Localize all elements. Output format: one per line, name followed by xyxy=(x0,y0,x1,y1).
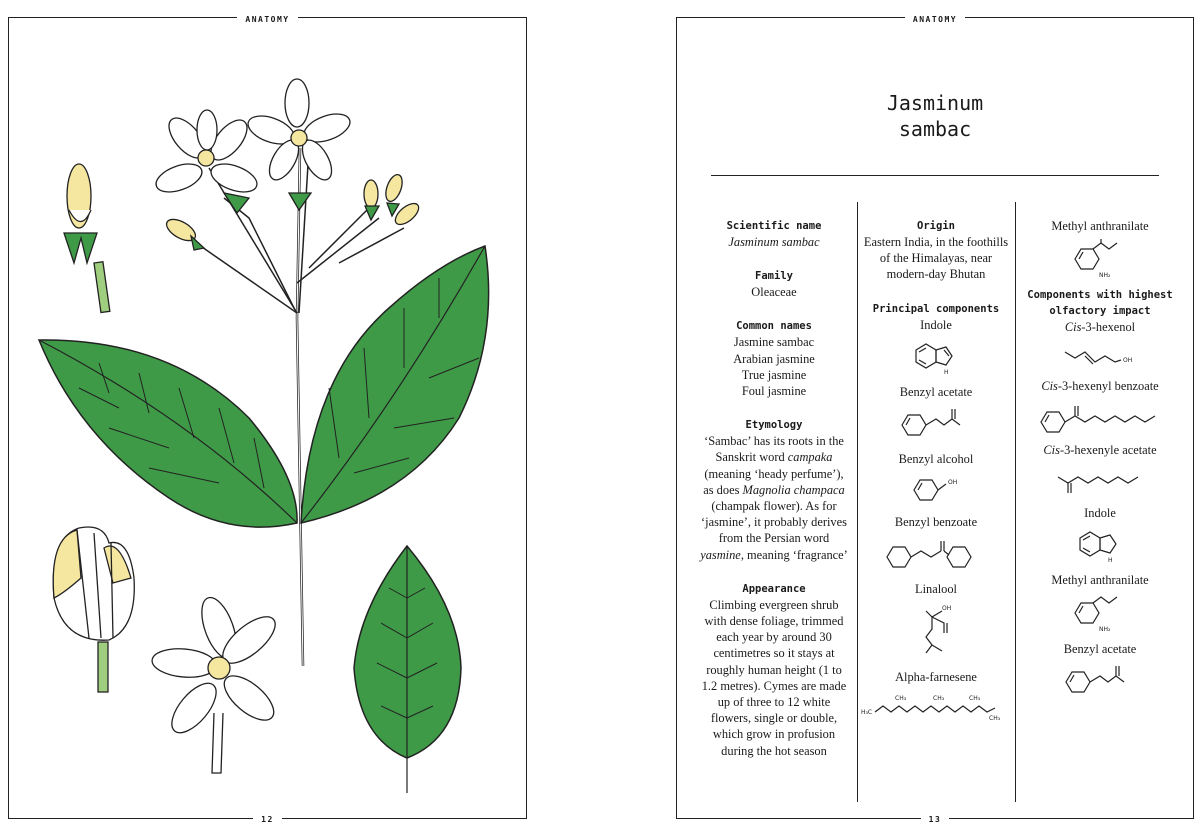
origin-text: Eastern India, in the foothills of the Himalayas, near modern-day Bhutan xyxy=(863,235,1009,282)
column-divider-2 xyxy=(1015,202,1016,802)
benzyl-benzoate-structure xyxy=(881,535,991,575)
svg-text:OH: OH xyxy=(948,479,958,487)
component-name: Benzyl acetate xyxy=(1063,642,1137,657)
component-name: Methyl anthranilate xyxy=(1051,219,1149,233)
large-leaf-left xyxy=(39,340,297,527)
etymology-block xyxy=(699,417,849,563)
component-name: Indole xyxy=(920,317,952,332)
family-value: Oleaceae xyxy=(751,285,797,300)
scientific-name-block xyxy=(699,218,849,250)
component-name: Benzyl benzoate xyxy=(894,515,978,530)
linalool-structure xyxy=(906,603,966,663)
origin-block xyxy=(861,218,1011,283)
common-name: True jasmine xyxy=(741,367,807,382)
jasmine-illustration xyxy=(9,18,526,818)
common-name: Arabian jasmine xyxy=(733,351,815,366)
etymology-label: Etymology xyxy=(745,419,803,432)
benzyl-acetate-structure xyxy=(896,405,976,445)
component-name: Benzyl alcohol xyxy=(898,452,974,467)
etymology-text: ‘Sambac’ has its roots in the Sanskrit word campaka (meaning ‘heady perfume’), as does Magnolia champaca (champak flower). As for ‘jasmine’, it probably derives from the Persian word yasmine, meaning ‘fragrance’ xyxy=(700,434,848,562)
scientific-name-label: Scientific name xyxy=(726,220,822,232)
component-name: Linalool xyxy=(915,582,957,597)
right-page xyxy=(676,15,1194,824)
svg-text:OH: OH xyxy=(942,604,952,612)
large-leaf-right xyxy=(301,246,489,523)
title-divider xyxy=(711,175,1159,176)
component-name: Methyl anthranilate xyxy=(1051,573,1149,588)
running-header-right: ANATOMY xyxy=(905,15,965,24)
component-name: Cis-3-hexenol xyxy=(1064,320,1136,335)
page-number-left: 12 xyxy=(253,815,282,824)
page-title: Jasminum sambac xyxy=(886,91,984,141)
half-open-flower xyxy=(53,527,134,692)
svg-text:OH: OH xyxy=(1123,357,1133,365)
svg-text:H: H xyxy=(1108,557,1113,565)
common-name: Jasmine sambac xyxy=(733,335,815,350)
benzyl-acetate-structure-2 xyxy=(1060,662,1140,702)
svg-text:CH₃: CH₃ xyxy=(969,694,981,702)
svg-text:H: H xyxy=(944,368,949,376)
running-header-left: ANATOMY xyxy=(237,15,297,24)
common-name: Foul jasmine xyxy=(741,384,807,399)
principal-components-label: Principal components xyxy=(872,302,1000,315)
appearance-block xyxy=(699,581,849,759)
svg-text:CH₃: CH₃ xyxy=(895,694,907,702)
column-profile xyxy=(699,218,849,777)
family-block xyxy=(699,268,849,300)
svg-text:CH₃: CH₃ xyxy=(933,694,945,702)
scientific-name-value: Jasminum sambac xyxy=(728,235,820,249)
olfactory-impact-label: Components with highest olfactory impact xyxy=(1027,289,1173,318)
cis-3-hexenol-structure xyxy=(1055,340,1145,372)
column-olfactory xyxy=(1025,218,1175,708)
family-label: Family xyxy=(755,270,793,283)
left-page xyxy=(8,15,527,824)
flower-top-left xyxy=(152,110,260,213)
page-number-right: 13 xyxy=(921,815,950,824)
cis-3-hexenyl-benzoate-structure xyxy=(1035,400,1165,436)
origin-label: Origin xyxy=(917,220,955,232)
svg-text:NH₂: NH₂ xyxy=(1099,272,1111,280)
component-name: Indole xyxy=(1084,505,1116,520)
detached-bud xyxy=(64,164,110,313)
svg-text:NH₂: NH₂ xyxy=(1099,626,1111,634)
methyl-anthranilate-structure-2 xyxy=(1065,593,1135,635)
open-flower xyxy=(151,593,283,773)
small-leaf xyxy=(354,546,461,793)
column-components xyxy=(861,218,1011,732)
appearance-label: Appearance xyxy=(742,582,806,595)
component-name: Cis-3-hexenyle acetate xyxy=(1043,442,1157,457)
indole-structure xyxy=(906,338,966,378)
cis-3-hexenyl-acetate-structure xyxy=(1050,463,1150,499)
alpha-farnesene-structure xyxy=(861,690,1011,726)
appearance-text: Climbing evergreen shrub with dense foliage, trimmed each year by around 30 centimetres so it stays at roughly human height (1 to 1.2 metres). Cymes are made up of three to 12 white flowers, single or double, which grow in profusion during the hot season xyxy=(701,597,847,758)
component-name: Alpha-farnesene xyxy=(895,669,977,684)
common-names-block xyxy=(699,318,849,399)
column-divider-1 xyxy=(857,202,858,802)
indole-structure-2 xyxy=(1070,526,1130,566)
svg-text:H₃C: H₃C xyxy=(861,708,873,716)
methyl-anthranilate-structure xyxy=(1065,239,1135,281)
benzyl-alcohol-structure xyxy=(906,472,966,508)
component-name: Benzyl acetate xyxy=(899,384,973,399)
component-name: Cis-3-hexenyl benzoate xyxy=(1041,379,1159,394)
common-names-label: Common names xyxy=(736,320,812,333)
svg-text:CH₃: CH₃ xyxy=(989,714,1001,722)
